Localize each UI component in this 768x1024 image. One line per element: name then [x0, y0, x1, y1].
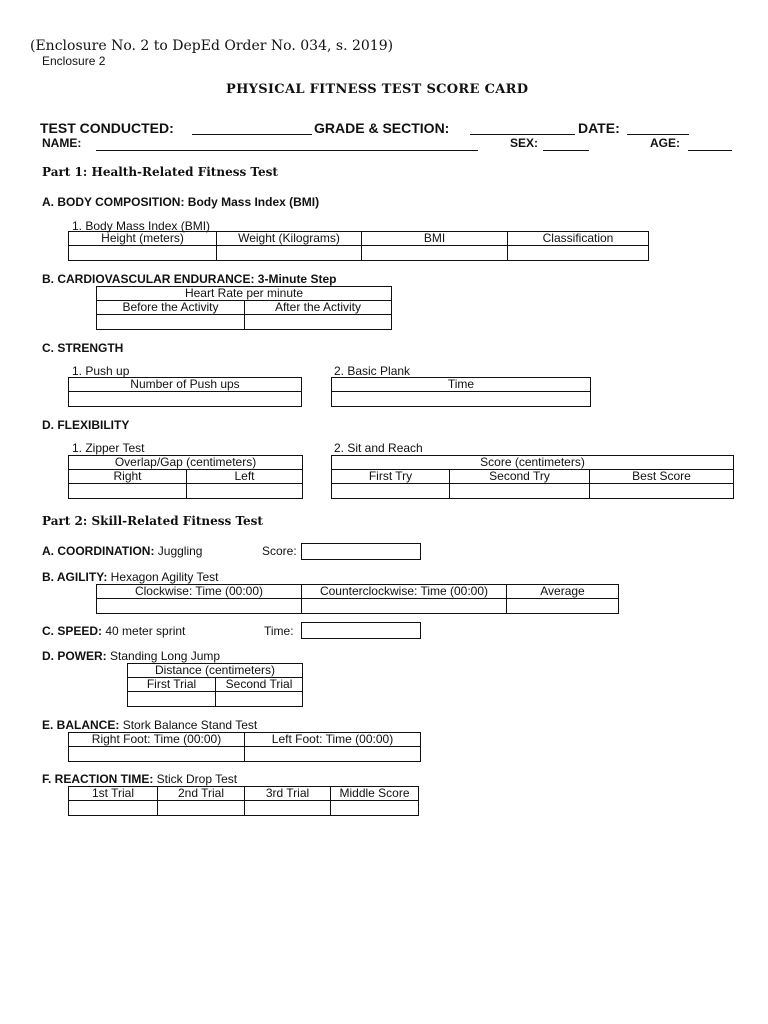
plank-table	[331, 377, 591, 407]
reaction-label: F. REACTION TIME:	[42, 772, 154, 786]
speed-time-label: Time:	[264, 624, 294, 638]
agility-header-counterclockwise: Counterclockwise: Time (00:00)	[302, 585, 507, 599]
page-title: PHYSICAL FITNESS TEST SCORE CARD	[226, 82, 529, 97]
name-field[interactable]	[96, 150, 478, 151]
sit-first-cell[interactable]	[332, 484, 450, 499]
balance-header-right: Right Foot: Time (00:00)	[69, 733, 245, 747]
sit-reach-group-header: Score (centimeters)	[332, 456, 734, 470]
agility-counterclockwise-cell[interactable]	[302, 599, 507, 614]
flexibility-label: D. FLEXIBILITY	[42, 418, 130, 432]
coordination-row	[42, 544, 202, 558]
power-header-first: First Trial	[128, 678, 216, 692]
reaction-test: Stick Drop Test	[156, 772, 238, 786]
coordination-score-box[interactable]	[301, 543, 421, 560]
age-label: AGE:	[650, 136, 680, 150]
zipper-right-cell[interactable]	[69, 484, 187, 499]
agility-label: B. AGILITY:	[42, 570, 108, 584]
agility-average-cell[interactable]	[507, 599, 619, 614]
heart-rate-table	[96, 286, 392, 330]
agility-header-clockwise: Clockwise: Time (00:00)	[97, 585, 302, 599]
reaction-3rd-cell[interactable]	[245, 801, 331, 816]
power-header-second: Second Trial	[216, 678, 303, 692]
plank-header: Time	[332, 378, 591, 392]
agility-header-average: Average	[507, 585, 619, 599]
reaction-header-1st: 1st Trial	[69, 787, 158, 801]
reaction-2nd-cell[interactable]	[158, 801, 245, 816]
balance-left-cell[interactable]	[245, 747, 421, 762]
zipper-left-cell[interactable]	[187, 484, 303, 499]
test-conducted-label: TEST CONDUCTED:	[40, 120, 174, 136]
pushup-table	[68, 377, 302, 407]
enclosure-reference: (Enclosure No. 2 to DepEd Order No. 034, s. 2019)	[30, 38, 394, 54]
speed-label: C. SPEED:	[42, 624, 103, 638]
coordination-score-label: Score:	[262, 544, 297, 558]
sit-second-cell[interactable]	[450, 484, 590, 499]
heart-rate-group-header: Heart Rate per minute	[97, 287, 392, 301]
sit-best-cell[interactable]	[590, 484, 734, 499]
power-first-cell[interactable]	[128, 692, 216, 707]
coordination-label: A. COORDINATION:	[42, 544, 155, 558]
reaction-header-3rd: 3rd Trial	[245, 787, 331, 801]
zipper-table	[68, 455, 303, 499]
power-row	[42, 649, 220, 663]
bmi-weight-cell[interactable]	[217, 246, 362, 261]
speed-test: 40 meter sprint	[105, 624, 186, 638]
agility-test: Hexagon Agility Test	[110, 570, 219, 584]
agility-row	[42, 570, 219, 584]
bmi-header-weight: Weight (Kilograms)	[217, 232, 362, 246]
reaction-row	[42, 772, 237, 786]
part1-title: Part 1: Health-Related Fitness Test	[42, 165, 278, 179]
bmi-value-cell[interactable]	[362, 246, 508, 261]
cardio-label: B. CARDIOVASCULAR ENDURANCE: 3-Minute Step	[42, 272, 337, 286]
body-composition-label: A. BODY COMPOSITION: Body Mass Index (BMI)	[42, 195, 320, 209]
bmi-classification-cell[interactable]	[508, 246, 649, 261]
zipper-sublabel: 1. Zipper Test	[72, 441, 145, 455]
part2-title: Part 2: Skill-Related Fitness Test	[42, 514, 263, 528]
agility-clockwise-cell[interactable]	[97, 599, 302, 614]
grade-section-field[interactable]	[470, 134, 575, 135]
date-label: DATE:	[578, 120, 620, 136]
plank-sublabel: 2. Basic Plank	[334, 364, 411, 378]
hr-before-cell[interactable]	[97, 315, 245, 330]
grade-section-label: GRADE & SECTION:	[314, 120, 450, 136]
reaction-table	[68, 786, 419, 816]
balance-table	[68, 732, 421, 762]
sex-label: SEX:	[510, 136, 539, 150]
balance-row	[42, 718, 257, 732]
reaction-header-2nd: 2nd Trial	[158, 787, 245, 801]
balance-right-cell[interactable]	[69, 747, 245, 762]
sit-header-second: Second Try	[450, 470, 590, 484]
hr-header-before: Before the Activity	[97, 301, 245, 315]
speed-row	[42, 624, 185, 638]
power-test: Standing Long Jump	[110, 649, 221, 663]
sit-header-first: First Try	[332, 470, 450, 484]
agility-table	[96, 584, 619, 614]
enclosure-label: Enclosure 2	[42, 54, 106, 68]
zipper-group-header: Overlap/Gap (centimeters)	[69, 456, 303, 470]
bmi-header-classification: Classification	[508, 232, 649, 246]
zipper-header-right: Right	[69, 470, 187, 484]
balance-header-left: Left Foot: Time (00:00)	[245, 733, 421, 747]
reaction-1st-cell[interactable]	[69, 801, 158, 816]
reaction-header-middle: Middle Score	[331, 787, 419, 801]
coordination-test: Juggling	[157, 544, 203, 558]
pushup-sublabel: 1. Push up	[72, 364, 130, 378]
power-second-cell[interactable]	[216, 692, 303, 707]
balance-label: E. BALANCE:	[42, 718, 120, 732]
age-field[interactable]	[688, 150, 732, 151]
reaction-middle-cell[interactable]	[331, 801, 419, 816]
name-label: NAME:	[42, 136, 82, 150]
sit-reach-sublabel: 2. Sit and Reach	[334, 441, 423, 455]
hr-after-cell[interactable]	[245, 315, 392, 330]
balance-test: Stork Balance Stand Test	[122, 718, 258, 732]
hr-header-after: After the Activity	[245, 301, 392, 315]
power-label: D. POWER:	[42, 649, 107, 663]
bmi-sublabel: 1. Body Mass Index (BMI)	[72, 219, 211, 233]
sit-reach-table	[331, 455, 734, 499]
power-table	[127, 663, 303, 707]
bmi-header-height: Height (meters)	[69, 232, 217, 246]
zipper-header-left: Left	[187, 470, 303, 484]
sex-field[interactable]	[543, 150, 589, 151]
bmi-table	[68, 231, 649, 261]
bmi-height-cell[interactable]	[69, 246, 217, 261]
bmi-header-bmi: BMI	[362, 232, 508, 246]
power-group-header: Distance (centimeters)	[128, 664, 303, 678]
pushup-header: Number of Push ups	[69, 378, 302, 392]
pushup-cell[interactable]	[69, 392, 302, 407]
strength-label: C. STRENGTH	[42, 341, 124, 355]
sit-header-best: Best Score	[590, 470, 734, 484]
plank-cell[interactable]	[332, 392, 591, 407]
test-conducted-field[interactable]	[192, 134, 312, 135]
date-field[interactable]	[627, 134, 689, 135]
speed-time-box[interactable]	[301, 622, 421, 639]
